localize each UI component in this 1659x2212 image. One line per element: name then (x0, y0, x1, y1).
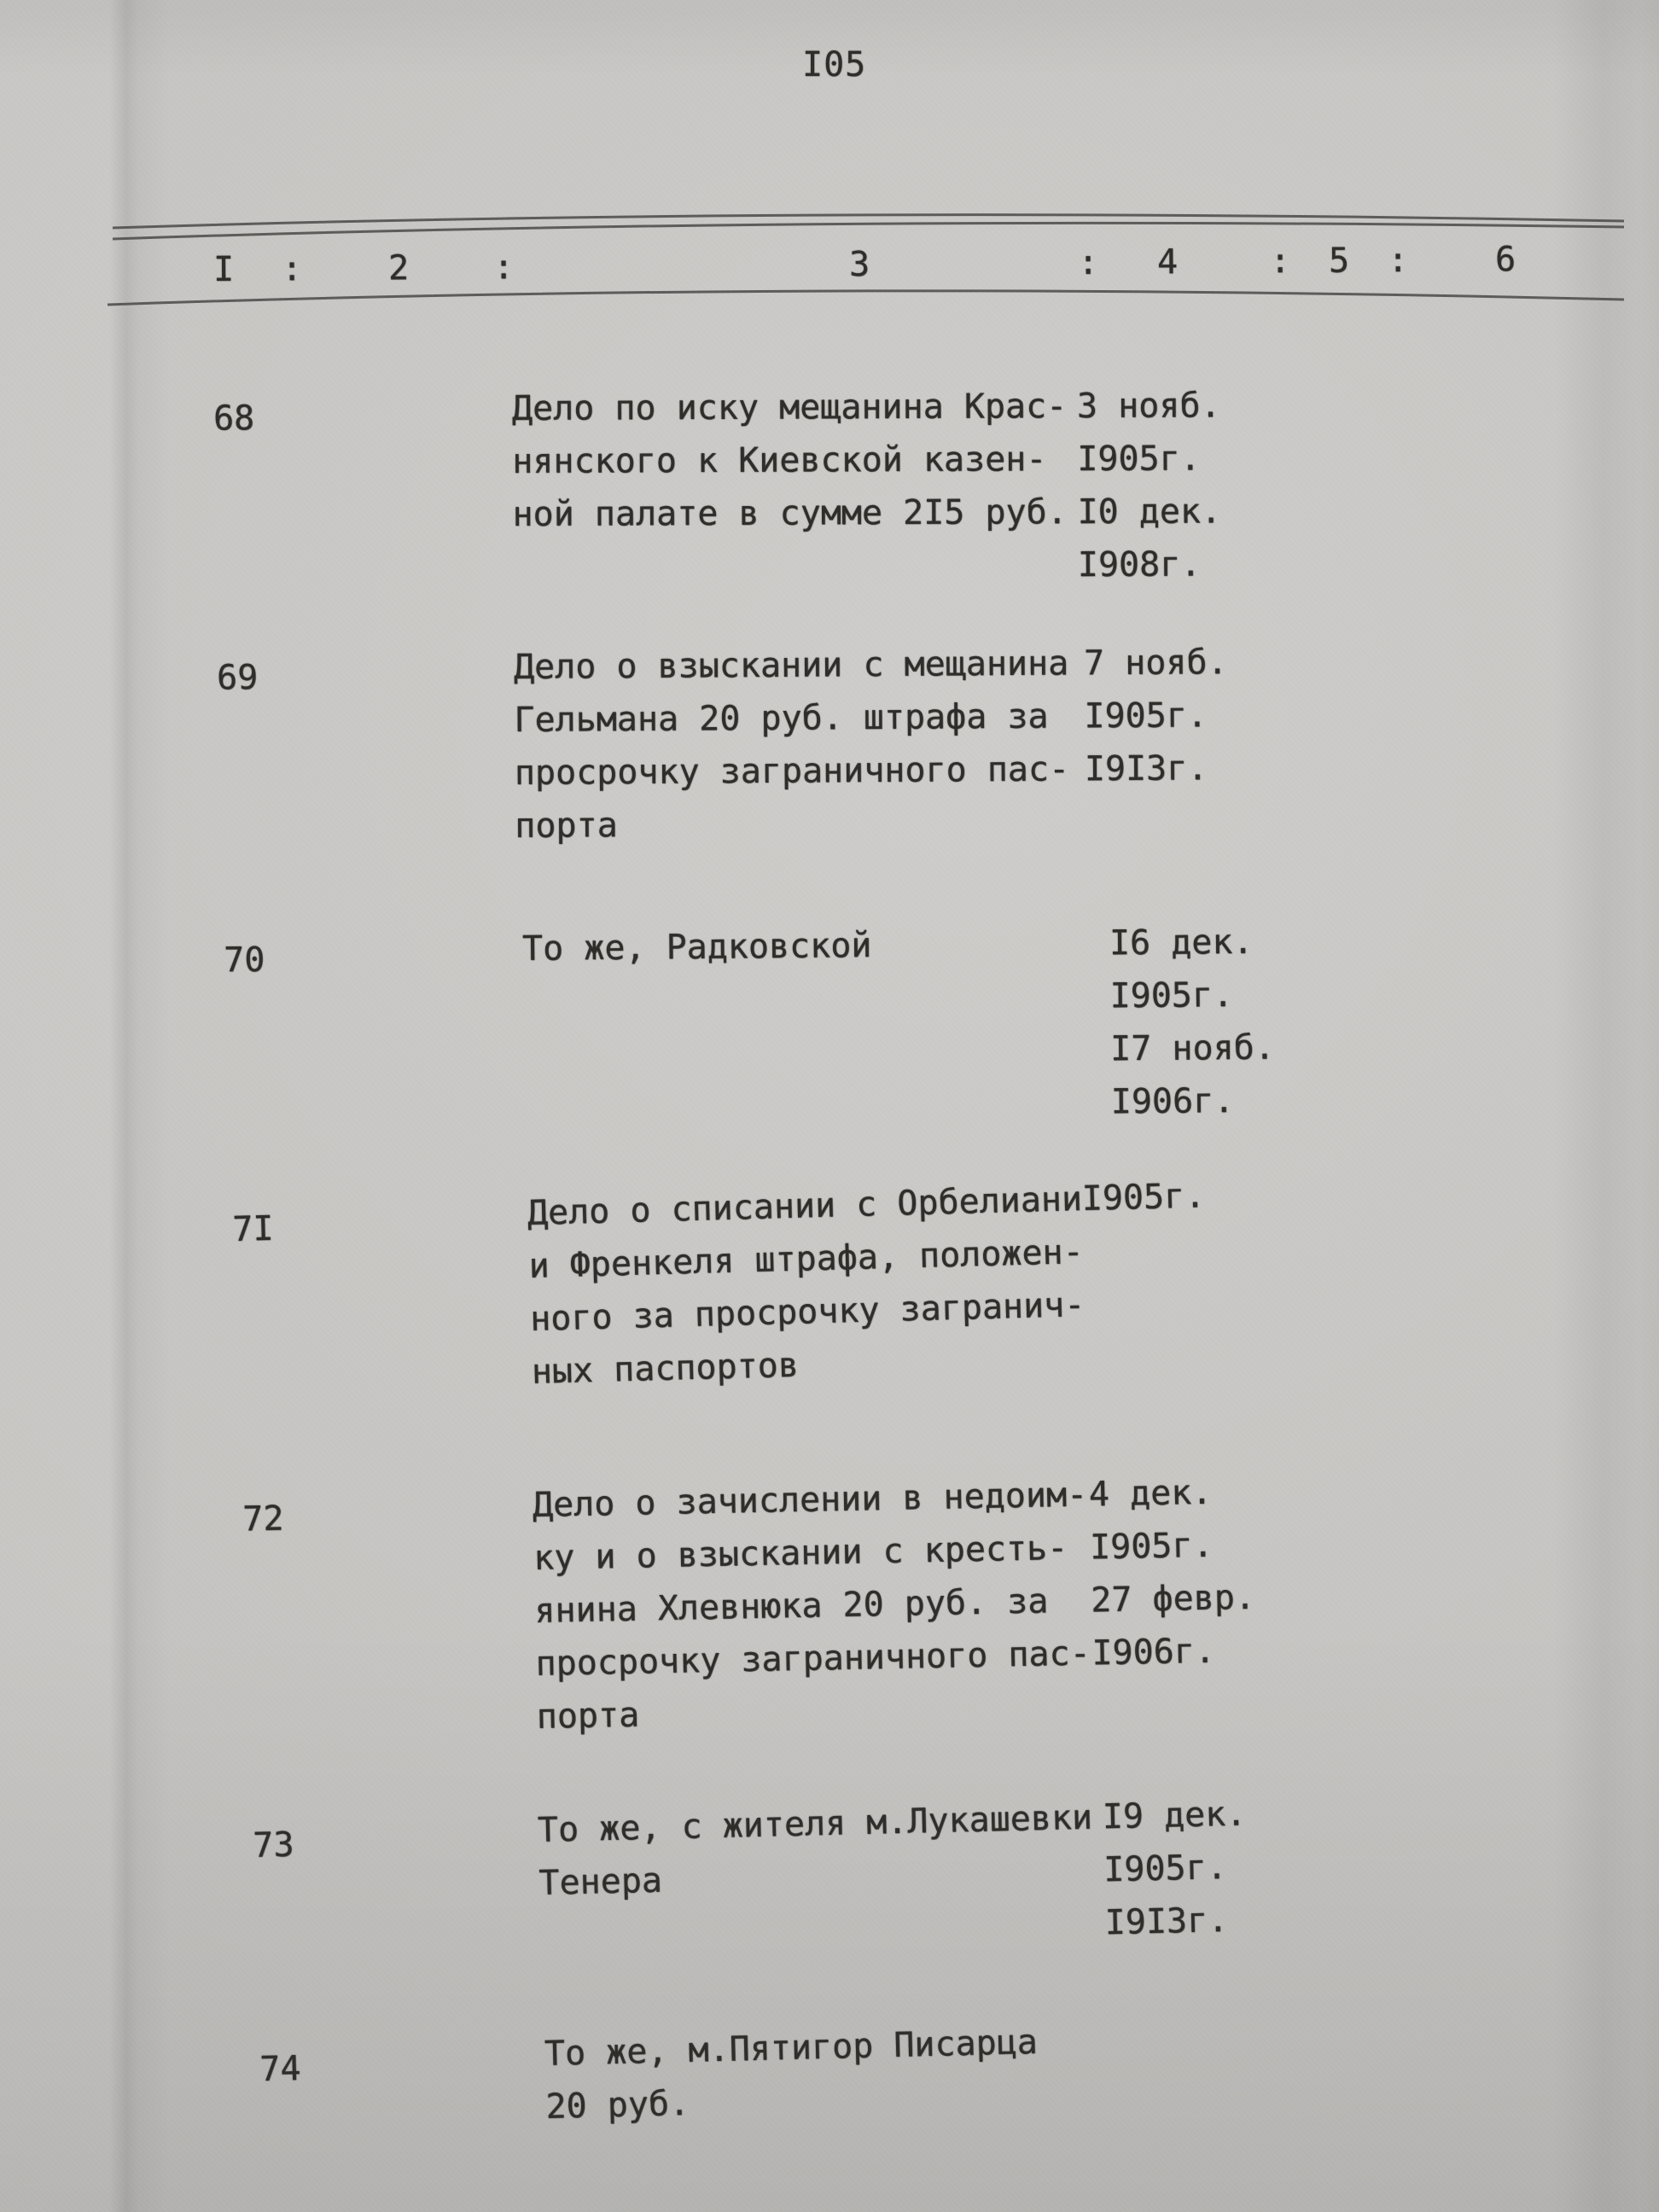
column-header-cell: 3 (848, 244, 870, 285)
case-description-line: Дело о взыскании с мещанина (513, 643, 1069, 687)
case-description-line: ных паспортов (531, 1345, 800, 1392)
case-date-line: I906г. (1110, 1081, 1235, 1122)
case-dates (1109, 916, 1276, 1129)
case-number: 72 (242, 1499, 284, 1540)
case-dates (1084, 636, 1229, 795)
case-description (537, 1791, 1094, 1910)
case-description-line: То же, Радковской (521, 926, 872, 969)
case-description-line: нянского к Киевской казен- (512, 439, 1047, 481)
column-separator: : (492, 247, 515, 288)
column-separator: : (1077, 242, 1099, 283)
column-separator: : (1269, 242, 1291, 282)
case-date-line: I906г. (1091, 1631, 1216, 1674)
case-date-line: I908г. (1077, 544, 1202, 585)
case-date-line: I7 нояб. (1109, 1027, 1276, 1069)
case-description-line: порта (536, 1695, 640, 1737)
case-dates (1102, 1787, 1249, 1949)
case-description-line: ку и о взыскании с кресть- (533, 1528, 1068, 1578)
column-separator: : (281, 249, 303, 289)
case-date-line: I9I3г. (1104, 1900, 1229, 1943)
case-description (532, 1469, 1091, 1743)
case-description-line: Гельмана 20 руб. штрафа за (514, 696, 1049, 740)
case-number: 69 (216, 658, 259, 698)
column-header-cell: 2 (387, 248, 410, 288)
case-number: 73 (252, 1825, 295, 1866)
case-date-line: 3 нояб. (1076, 386, 1221, 427)
case-date-line: I905г. (1081, 1176, 1206, 1219)
case-description-line: Дело о зачислении в недоим- (532, 1475, 1088, 1525)
case-date-line: I905г. (1109, 975, 1234, 1016)
case-description (527, 1173, 1086, 1399)
case-number: 7I (231, 1208, 275, 1250)
case-date-line: I9 дек. (1102, 1794, 1247, 1837)
case-number: 68 (212, 399, 255, 439)
case-date-line: 27 февр. (1090, 1577, 1256, 1621)
case-date-line: I0 дек. (1077, 492, 1222, 533)
case-date-line: I905г. (1084, 696, 1208, 736)
case-date-line: I905г. (1089, 1525, 1214, 1568)
case-description-line: просрочку заграничного пас- (535, 1633, 1091, 1684)
case-date-line: 7 нояб. (1083, 643, 1228, 684)
case-date-line: I6 дек. (1109, 922, 1254, 963)
table-column-header (0, 0, 1659, 343)
column-separator: : (1387, 241, 1409, 281)
case-description-line: янина Хлевнюка 20 руб. за (533, 1581, 1049, 1631)
case-date-line: I905г. (1103, 1847, 1228, 1890)
case-dates (1088, 1465, 1256, 1680)
case-date-line: I905г. (1077, 439, 1201, 480)
case-description (544, 2016, 1039, 2133)
case-description-line: Дело по иску мещанина Крас- (511, 387, 1068, 428)
column-header-cell: 6 (1494, 240, 1516, 280)
case-description-line: То же, с жителя м.Лукашевки (537, 1797, 1093, 1850)
page-number: I05 (802, 45, 867, 84)
case-description-line: ной палате в сумме 2I5 руб. (512, 492, 1068, 534)
column-header-cell: 5 (1328, 241, 1350, 281)
case-description-line: ного за просрочку загранич- (529, 1284, 1086, 1339)
case-description-line: То же, м.Пятигор Писарца (544, 2022, 1039, 2074)
case-number: 74 (259, 2048, 302, 2090)
column-header-cell: I (212, 249, 235, 289)
case-description (522, 919, 872, 975)
case-description (514, 637, 1070, 853)
case-date-line: I9I3г. (1084, 748, 1208, 789)
case-dates (1077, 379, 1222, 591)
column-header-cell: 4 (1156, 242, 1179, 282)
case-date-line: 4 дек. (1088, 1472, 1213, 1515)
case-description-line: 20 руб. (544, 2083, 690, 2127)
case-description-line: просрочку заграничного пас- (514, 749, 1070, 793)
case-description-line: порта (515, 806, 618, 846)
case-number: 70 (223, 940, 265, 981)
case-description (512, 380, 1068, 541)
case-description-line: Дело о списании с Орбелиани (527, 1179, 1083, 1233)
case-dates (1081, 1169, 1206, 1225)
case-description-line: и Френкеля штрафа, положен- (528, 1231, 1085, 1286)
case-description-line: Тенера (538, 1860, 663, 1903)
